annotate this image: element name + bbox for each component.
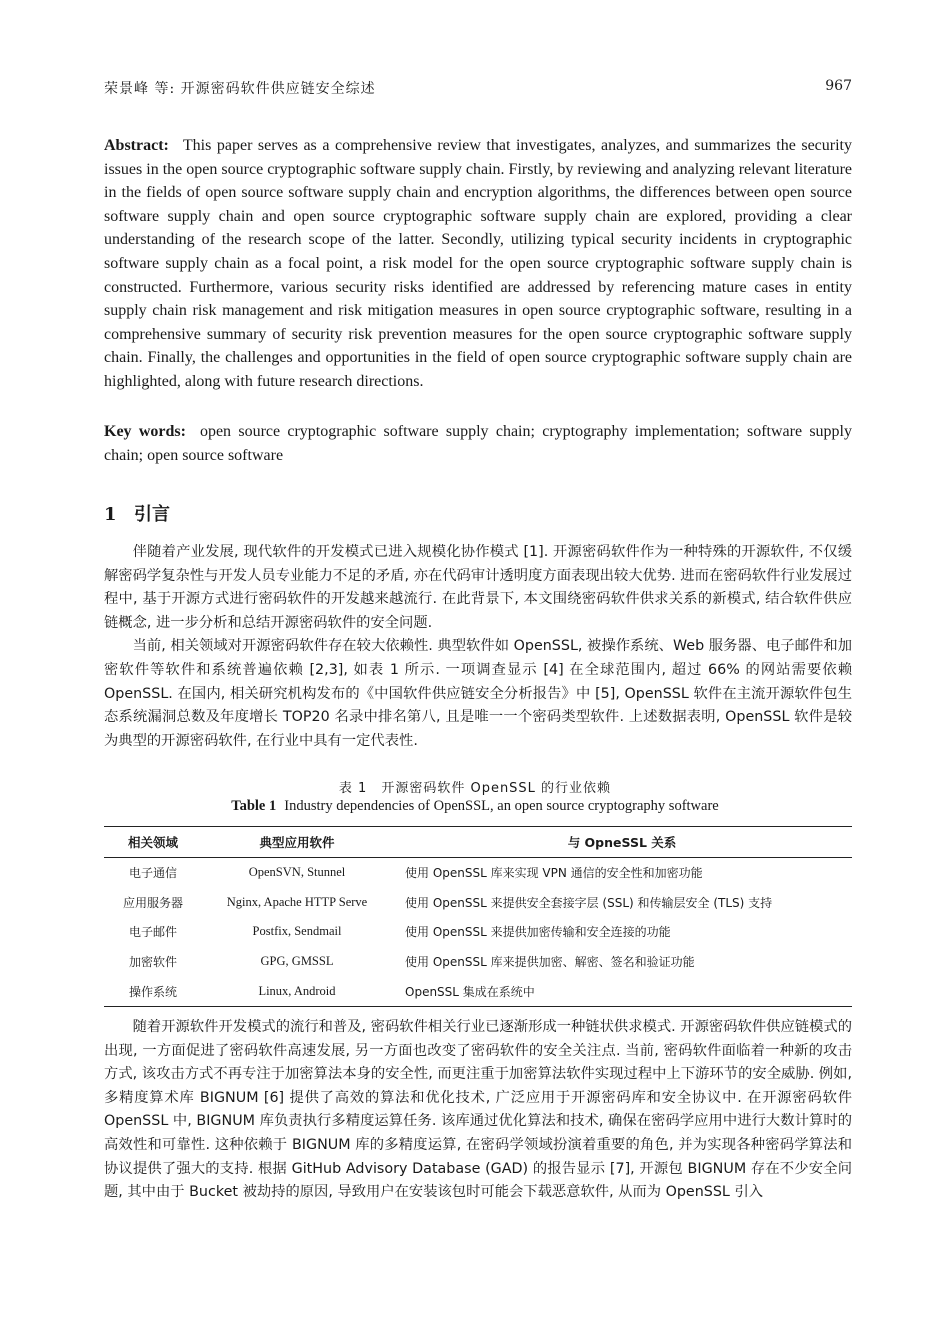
abstract: [104, 134, 852, 394]
running-title: 荣景峰 等: 开源密码软件供应链安全综述: [104, 81, 376, 97]
running-header: [104, 78, 852, 100]
table-cell: Nginx, Apache HTTP Serve: [226, 894, 368, 909]
abstract-label: Abstract:: [104, 137, 169, 154]
table-cell: 电子邮件: [128, 925, 177, 940]
table-cell: 使用 OpenSSL 来提供安全套接字层 (SSL) 和传输层安全 (TLS) 支持: [405, 895, 773, 910]
keywords: [104, 420, 852, 467]
table-cell: 使用 OpenSSL 库来提供加密、解密、签名和验证功能: [405, 955, 695, 970]
table-row: [104, 917, 852, 947]
column-header: 典型应用软件: [202, 827, 392, 858]
table-cell: Postfix, Sendmail: [252, 924, 342, 939]
dependency-table: [104, 826, 852, 1007]
table-row: [104, 947, 852, 977]
paragraph: 伴随着产业发展, 现代软件的开发模式已进入规模化协作模式 [1]. 开源密码软件作为一种特殊的开源软件, 不仅缓解密码学复杂性与开发人员专业能力不足的矛盾, 亦在代码审计透明度方面表现出较大优势. 进而在密码软件行业发展过程中, 基于开源方式进行密码软件的开发越来越流行. 在此背景下, 本文围绕密码软件供求关系的新模式, 结合软件供应链概念, 进一步分析和总结开源密码软件的安全问题.: [104, 544, 852, 631]
intro-body: [104, 541, 852, 753]
table-caption-en: [0, 798, 950, 815]
table-cell: 使用 OpenSSL 来提供加密传输和安全连接的功能: [405, 925, 671, 940]
table-row: [104, 976, 852, 1006]
body-after-table: [104, 1016, 852, 1205]
page-number: 967: [825, 78, 852, 94]
table-cell: 电子通信: [128, 866, 177, 881]
table-cell: Linux, Android: [258, 983, 336, 998]
table-cell: 加密软件: [128, 955, 177, 970]
table-caption-en-text: Industry dependencies of OpenSSL, an open source cryptography software: [284, 798, 719, 814]
keywords-label: Key words:: [104, 423, 186, 440]
table-header-row: [104, 827, 852, 858]
table-row: [104, 888, 852, 918]
table-cell: 操作系统: [128, 984, 177, 999]
column-header: 与 OpneSSL 关系: [392, 827, 852, 858]
table-caption-en-label: Table 1: [231, 798, 277, 814]
table-cell: 应用服务器: [122, 895, 183, 910]
column-header: 相关领域: [104, 827, 202, 858]
section-title: 引言: [134, 504, 170, 525]
section-heading: [104, 500, 170, 526]
abstract-text: This paper serves as a comprehensive review that investigates, analyzes, and summarizes the security issues in the open source cryptographic software supply chain. Firstly, by reviewing and analyzing relevant literature in the fields of open source software supply chain and encryption algorithms, the differences between open source software supply chain and open source cryptographic software supply chain are explored, providing a clear understanding of the research scope of the latter. Secondly, utilizing typical security incidents in cryptographic software supply chain as a focal point, a risk model for the open source cryptographic software supply chain is constructed. Furthermore, various security risks identified are addressed by referencing mature cases in entity supply chain risk management and risk mitigation measures in open source cryptographic software, resulting in a comprehensive summary of security risk prevention measures for the open source cryptographic software supply chain. Finally, the challenges and opportunities in the field of open source cryptographic software supply chain are highlighted, along with future research directions.: [104, 137, 852, 390]
table-caption-zh: 表 1 开源密码软件 OpenSSL 的行业依赖: [338, 781, 612, 796]
paragraph: 当前, 相关领域对开源密码软件存在较大依赖性. 典型软件如 OpenSSL, 被操作系统、Web 服务器、电子邮件和加密软件等软件和系统普遍依赖 [2,3], 如表 1 所示. 一项调查显示 [4] 在全球范围内, 超过 66% 的网站需要依赖 OpenSSL. 在国内, 相关研究机构发布的《中国软件供应链安全分析报告》中 [5], OpenSSL 软件在主流开源软件包生态系统漏洞总数及年度增长 TOP20 名录中排名第八, 且是唯一一个密码类型软件. 上述数据表明, OpenSSL 软件是较为典型的开源密码软件, 在行业中具有一定代表性.: [104, 638, 852, 749]
keywords-text: open source cryptographic software supply chain; cryptography implementation; software supply chain; open source software: [104, 423, 853, 464]
table-cell: OpenSVN, Stunnel: [248, 865, 346, 880]
table-cell: GPG, GMSSL: [260, 954, 334, 969]
table-cell: 使用 OpenSSL 库来实现 VPN 通信的安全性和加密功能: [405, 866, 703, 881]
table-cell: OpenSSL 集成在系统中: [405, 984, 535, 999]
table-row: [104, 858, 852, 888]
paragraph: 随着开源软件开发模式的流行和普及, 密码软件相关行业已逐渐形成一种链状供求模式. 开源密码软件供应链模式的出现, 一方面促进了密码软件高速发展, 另一方面也改变了密码软件的安全关注点. 当前, 密码软件面临着一种新的攻击方式, 该攻击方式不再专注于加密算法本身的安全性, 而更注重于加密算法软件实现过程中上下游环节的安全威胁. 例如, 多精度算术库 BIGNUM [6] 提供了高效的算法和优化技术, 广泛应用于开源密码库和安全协议中. 在开源密码软件 OpenSSL 中, BIGNUM 库负责执行多精度运算任务. 该库通过优化算法和技术, 确保在密码学应用中进行大数计算时的高效性和可靠性. 这种依赖于 BIGNUM 库的多精度运算, 在密码学领域扮演着重要的角色, 并为实现各种密码学算法和协议提供了强大的支持. 根据 GitHub Advisory Database (GAD) 的报告显示 [7], 开源包 BIGNUM 存在不少安全问题, 其中由于 Bucket 被劫持的原因, 导致用户在安装该包时可能会下载恶意软件, 从而为 OpenSSL 引入: [104, 1019, 852, 1201]
section-number: 1: [104, 504, 117, 525]
